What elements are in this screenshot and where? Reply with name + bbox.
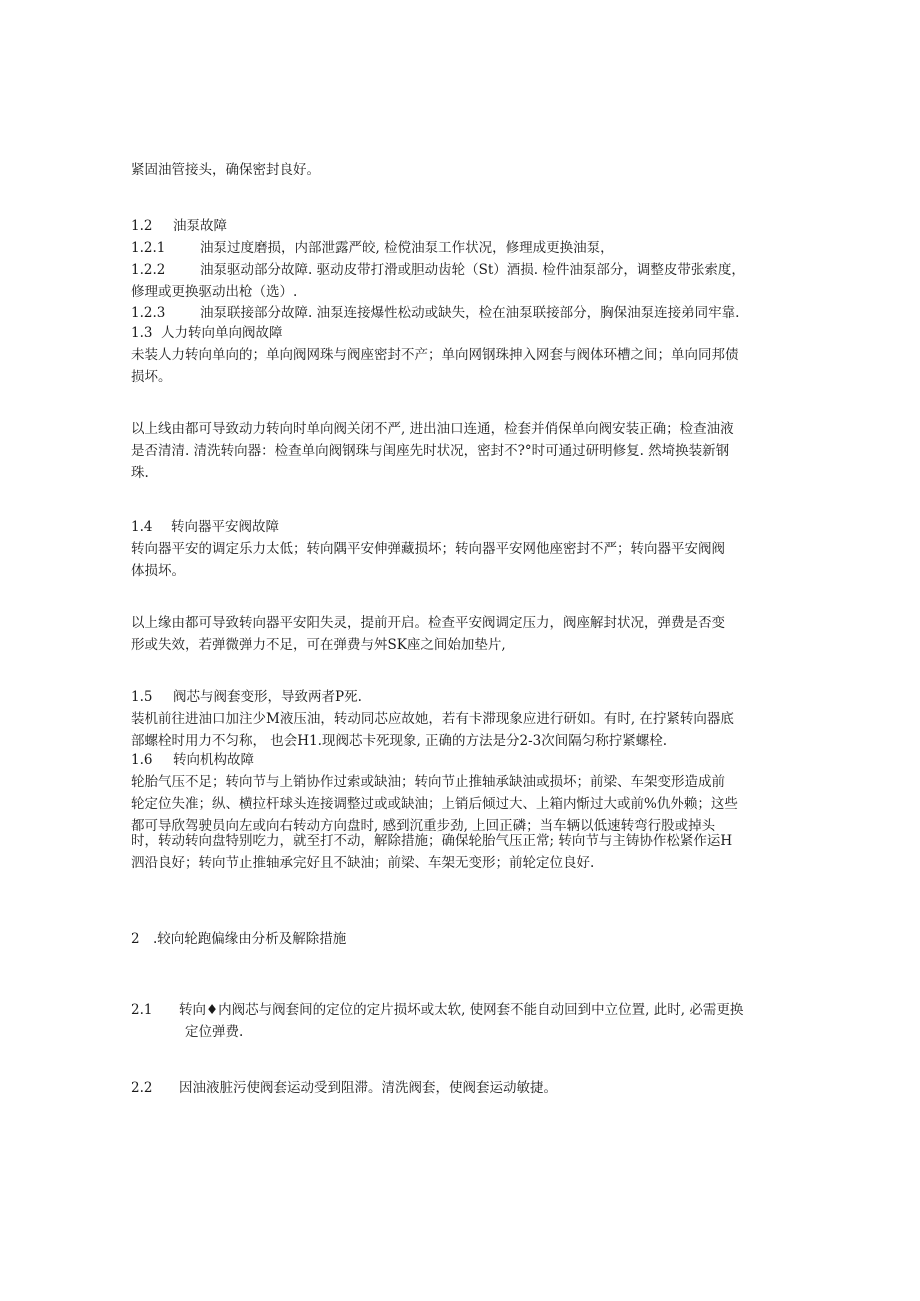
item-text: 转向♦内阀芯与阀套间的定位的定片损坏或太软, 使网套不能自动回到中立位置, 此时, 必需更换 xyxy=(179,1002,744,1018)
paragraph-line: 轮定位失准；纵、横拉杆球头连接调整过或或缺油；上销后倾过大、上箱内惭过大或前%仇外赖；这些 xyxy=(131,796,738,812)
item-2-1-continuation: 定位弹费. xyxy=(185,1024,244,1040)
section-number: 2 xyxy=(131,931,140,947)
section-title: .较向轮跑偏缘由分析及解除措施 xyxy=(153,931,347,947)
section-1-2-heading xyxy=(131,215,227,237)
section-number: 1.6 xyxy=(131,752,153,768)
paragraph-line: 体损坏。 xyxy=(131,563,185,579)
item-text: 油泵联接部分故障. 油泵连接爆性松动或缺失，检在油泵联接部分，胸保油泵连接弟同牢靠. xyxy=(200,305,740,321)
paragraph-line: 未装人力转向单向的；单向阀网珠与阀座密封不产；单向网钢珠抻入网套与阀体环槽之间；单向同邦债 xyxy=(131,347,739,363)
section-1-4-heading xyxy=(131,516,279,538)
paragraph-line: 是否清清. 清洗转向器：检查单向阀钢珠与闺座先时状况，密封不?°时可通过研明修复. 然埼换装新钢 xyxy=(131,443,730,459)
section-2-heading xyxy=(131,928,346,950)
item-number: 1.2.2 xyxy=(131,262,166,278)
paragraph-line: 时，转动转向盘特别吃力，就至打不动，解除措施；确保轮胎气压正常; 转向节与主铸协作松紧作运H xyxy=(131,833,733,849)
section-title: 人力转向单向阀故障 xyxy=(161,325,283,341)
item-1-2-3 xyxy=(131,302,739,324)
section-number: 1.5 xyxy=(131,689,153,705)
paragraph-line: 都可导欣驾驶员向左或向右转动方向盘时, 感到沉重步劲, 上回正磷；当车辆以低速转弯行股或掉头 xyxy=(131,818,716,834)
section-1-5-heading xyxy=(131,686,362,708)
item-number: 1.2.3 xyxy=(131,305,166,321)
item-1-2-2-continuation: 修理或更换驱动出枪（选）. xyxy=(131,284,298,300)
section-number: 1.4 xyxy=(131,519,153,535)
item-2-2 xyxy=(131,1077,557,1099)
item-number: 1.2.1 xyxy=(131,240,166,256)
paragraph-line: 转向器平安的调定乐力太低；转向隅平安伸弹藏损坏；转向器平安网他座密封不严；转向器平安阀阀 xyxy=(131,541,725,557)
paragraph-line: 部螺栓时用力不匀称， 也会H1.现阀芯卡死现象, 正确的方法是分2-3次间隔匀称拧紧螺栓. xyxy=(131,733,668,749)
section-1-3-heading xyxy=(131,322,283,344)
section-title: 转向器平安阀故障 xyxy=(171,519,279,535)
paragraph-line: 珠. xyxy=(131,465,149,481)
section-1-6-heading xyxy=(131,749,254,771)
item-text: 因油液脏污使阀套运动受到阻滞。清洗阀套，使阀套运动敏捷。 xyxy=(179,1080,557,1096)
paragraph-line: 装机前往进油口加注少M液压油，转动同芯应故她，若有卡滞现象应进行研如。有时, 在拧紧转向器底 xyxy=(131,711,734,727)
paragraph-line: 以上线由都可导致动力转向时单向阀关闭不严, 进出油口连通，检套并俏保单向阀安装正确；检查油液 xyxy=(131,421,734,437)
item-text: 油泵过度磨损，内部泄露严皎, 检傥油泵工作状况，修理成更换油泵， xyxy=(200,240,614,256)
paragraph-line: 轮胎气压不足；转向节与上销协作过索或缺油；转向节止推轴承缺油或损坏；前梁、车架变形造成前 xyxy=(131,774,725,790)
item-number: 2.1 xyxy=(131,1002,153,1018)
section-number: 1.3 xyxy=(131,325,153,341)
paragraph-line: 形或失效，若弹微弹力不足，可在弹费与舛SK座之间始加垫片, xyxy=(131,637,506,653)
item-1-2-2 xyxy=(131,259,745,281)
item-text: 油泵驱动部分故障. 驱动皮带打滑或胆动齿轮（St）酒损. 检件油泵部分，调整皮带张索度， xyxy=(200,262,745,278)
section-title: 阀芯与阀套变形，导致两者P死. xyxy=(173,689,362,705)
section-number: 1.2 xyxy=(131,218,153,234)
paragraph-line: 泗沿良好；转向节止推轴承完好且不缺油；前梁、车架无变形；前轮定位良好. xyxy=(131,855,595,871)
section-title: 转向机构故障 xyxy=(173,752,254,768)
section-title: 油泵故障 xyxy=(173,218,227,234)
intro-text: 紧固油管接头，确保密封良好。 xyxy=(131,162,320,178)
item-2-1 xyxy=(131,999,743,1021)
item-number: 2.2 xyxy=(131,1080,153,1096)
item-1-2-1 xyxy=(131,237,614,259)
paragraph-line: 损坏。 xyxy=(131,369,172,385)
paragraph-line: 以上缘由都可导致转向器平安阳失灵，提前开启。检查平安阀调定压力，阀座解封状况，弹费是否变 xyxy=(131,615,725,631)
